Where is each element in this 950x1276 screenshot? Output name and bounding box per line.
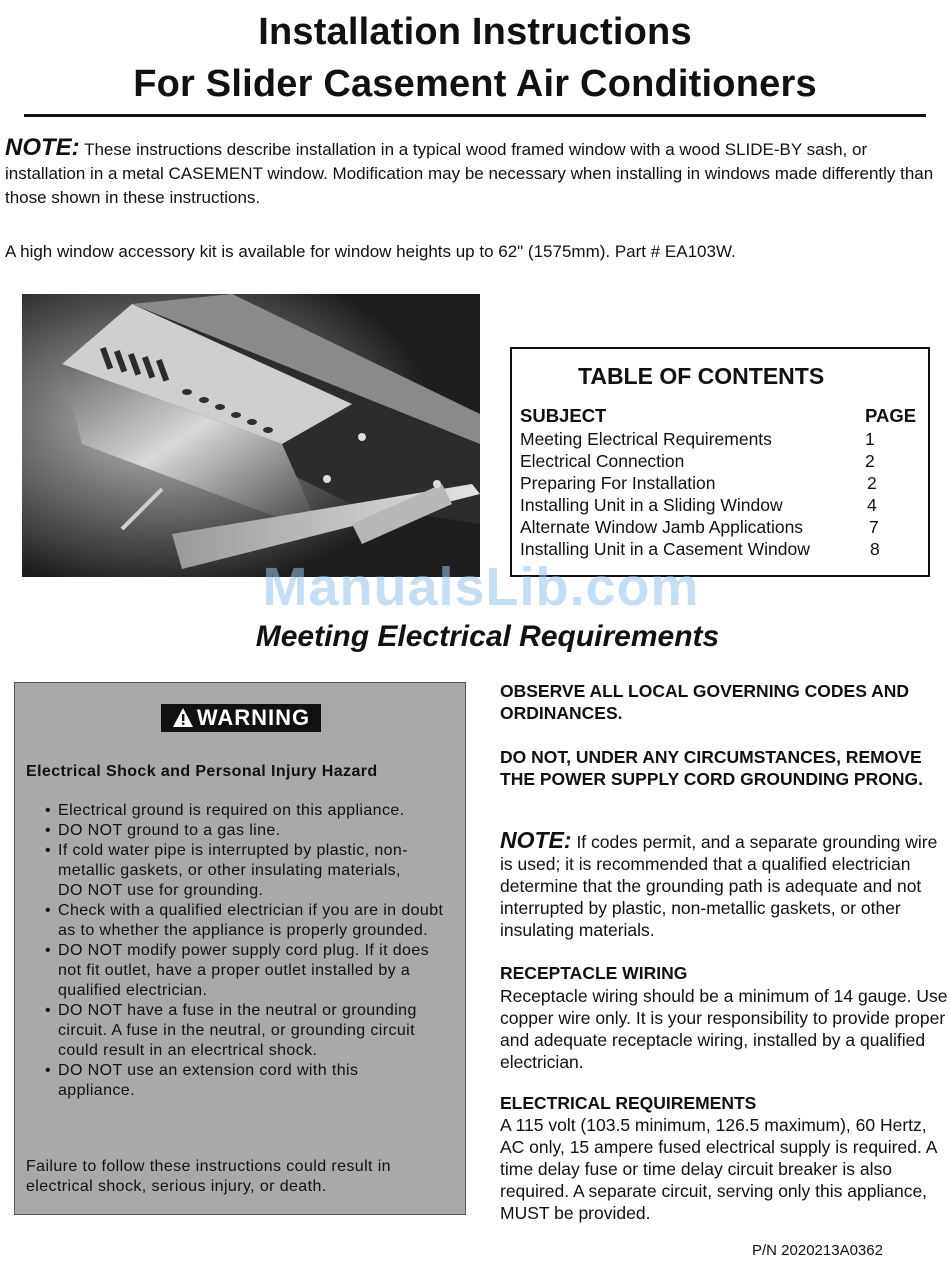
observe-codes-text: OBSERVE ALL LOCAL GOVERNING CODES AND ORDINANCES. <box>500 681 910 723</box>
warning-item: • Electrical ground is required on this appliance. <box>45 801 465 821</box>
toc-item-subject: Preparing For Installation <box>520 473 716 493</box>
electrical-heading: ELECTRICAL REQUIREMENTS <box>500 1093 757 1113</box>
warning-item: • DO NOT have a fuse in the neutral or grounding circuit. A fuse in the neutral, or grounding circuit could result in an elecrtrical shock. <box>45 1001 465 1061</box>
title-line-1: Installation Instructions <box>258 11 692 53</box>
toc-title: TABLE OF CONTENTS <box>578 363 825 389</box>
warning-label: WARNING <box>196 705 311 730</box>
toc-item <box>520 451 922 473</box>
warning-box <box>14 682 466 1215</box>
do-not-remove-prong-text: DO NOT, UNDER ANY CIRCUMSTANCES, REMOVE THE POWER SUPPLY CORD GROUNDING PRONG. <box>500 747 923 789</box>
air-conditioner-illustration <box>22 294 480 577</box>
toc-item-page: 8 <box>870 539 880 559</box>
electrical-text: A 115 volt (103.5 minimum, 126.5 maximum), 60 Hertz, AC only, 15 ampere fused electrical supply is required. A time delay fuse or time delay circuit breaker is also required. A separate circuit, serving only this appliance, MUST be provided. <box>500 1115 937 1223</box>
air-conditioner-photo <box>22 294 480 577</box>
toc-item <box>520 473 922 495</box>
warning-footer: Failure to follow these instructions could result in electrical shock, serious injury, or death. <box>26 1158 391 1195</box>
part-number: P/N 2020213A0362 <box>752 1242 883 1259</box>
warning-triangle-icon <box>172 704 194 737</box>
warning-item: • DO NOT modify power supply cord plug. If it does not fit outlet, have a proper outlet installed by a qualified electrician. <box>45 941 465 1001</box>
toc-item <box>520 495 922 517</box>
receptacle-heading: RECEPTACLE WIRING <box>500 963 688 983</box>
title-divider <box>24 114 926 117</box>
toc-item-page: 2 <box>865 451 875 471</box>
toc-item <box>520 517 922 539</box>
table-of-contents <box>510 347 930 577</box>
grounding-note <box>500 829 948 941</box>
toc-subject-header: SUBJECT <box>520 405 607 426</box>
receptacle-text: Receptacle wiring should be a minimum of 14 gauge. Use copper wire only. It is your responsibility to provide proper and adequate receptacle wiring, installed by a qualified electrician. <box>500 986 948 1072</box>
toc-item-page: 1 <box>865 429 875 449</box>
toc-page-header: PAGE <box>865 405 917 426</box>
toc-header <box>520 405 922 427</box>
page-title <box>0 6 950 110</box>
toc-item <box>520 429 922 451</box>
toc-item-subject: Alternate Window Jamb Applications <box>520 517 804 537</box>
toc-item-subject: Meeting Electrical Requirements <box>520 429 772 449</box>
warning-item: • DO NOT ground to a gas line. <box>45 821 465 841</box>
warning-badge <box>161 704 321 732</box>
note-text: If codes permit, and a separate grounding wire is used; it is recommended that a qualified electrician determine that the grounding path is adequate and not interrupted by plastic, non-metallic gaskets, or other insulating materials. <box>500 832 938 940</box>
note-label: NOTE: <box>5 134 80 161</box>
intro-note <box>5 136 945 210</box>
warning-item: • DO NOT use an extension cord with this appliance. <box>45 1061 465 1101</box>
warning-item: • Check with a qualified electrician if you are in doubt as to whether the appliance is properly grounded. <box>45 901 465 941</box>
toc-item-subject: Installing Unit in a Casement Window <box>520 539 810 559</box>
warning-item: • If cold water pipe is interrupted by plastic, non-metallic gaskets, or other insulating materials, DO NOT use for grounding. <box>45 841 465 901</box>
warning-list <box>45 801 465 1101</box>
section-heading: Meeting Electrical Requirements <box>255 620 720 653</box>
note-label: NOTE: <box>500 827 572 853</box>
watermark: ManualsLib.com <box>262 557 700 617</box>
toc-item-page: 7 <box>869 517 879 537</box>
title-line-2: For Slider Casement Air Conditioners <box>133 63 817 105</box>
note-text: These instructions describe installation in a typical wood framed window with a wood SLIDE-BY sash, or installation in a metal CASEMENT window. Modification may be necessary when installing in windows made differently than those shown in these instructions. <box>5 140 934 207</box>
toc-item-subject: Electrical Connection <box>520 451 685 471</box>
toc-item-page: 4 <box>867 495 877 515</box>
toc-item-subject: Installing Unit in a Sliding Window <box>520 495 783 515</box>
hazard-title: Electrical Shock and Personal Injury Hazard <box>26 763 378 780</box>
accessory-kit-text: A high window accessory kit is available for window heights up to 62" (1575mm). Part # EA103W. <box>5 242 736 261</box>
toc-item-page: 2 <box>867 473 877 493</box>
